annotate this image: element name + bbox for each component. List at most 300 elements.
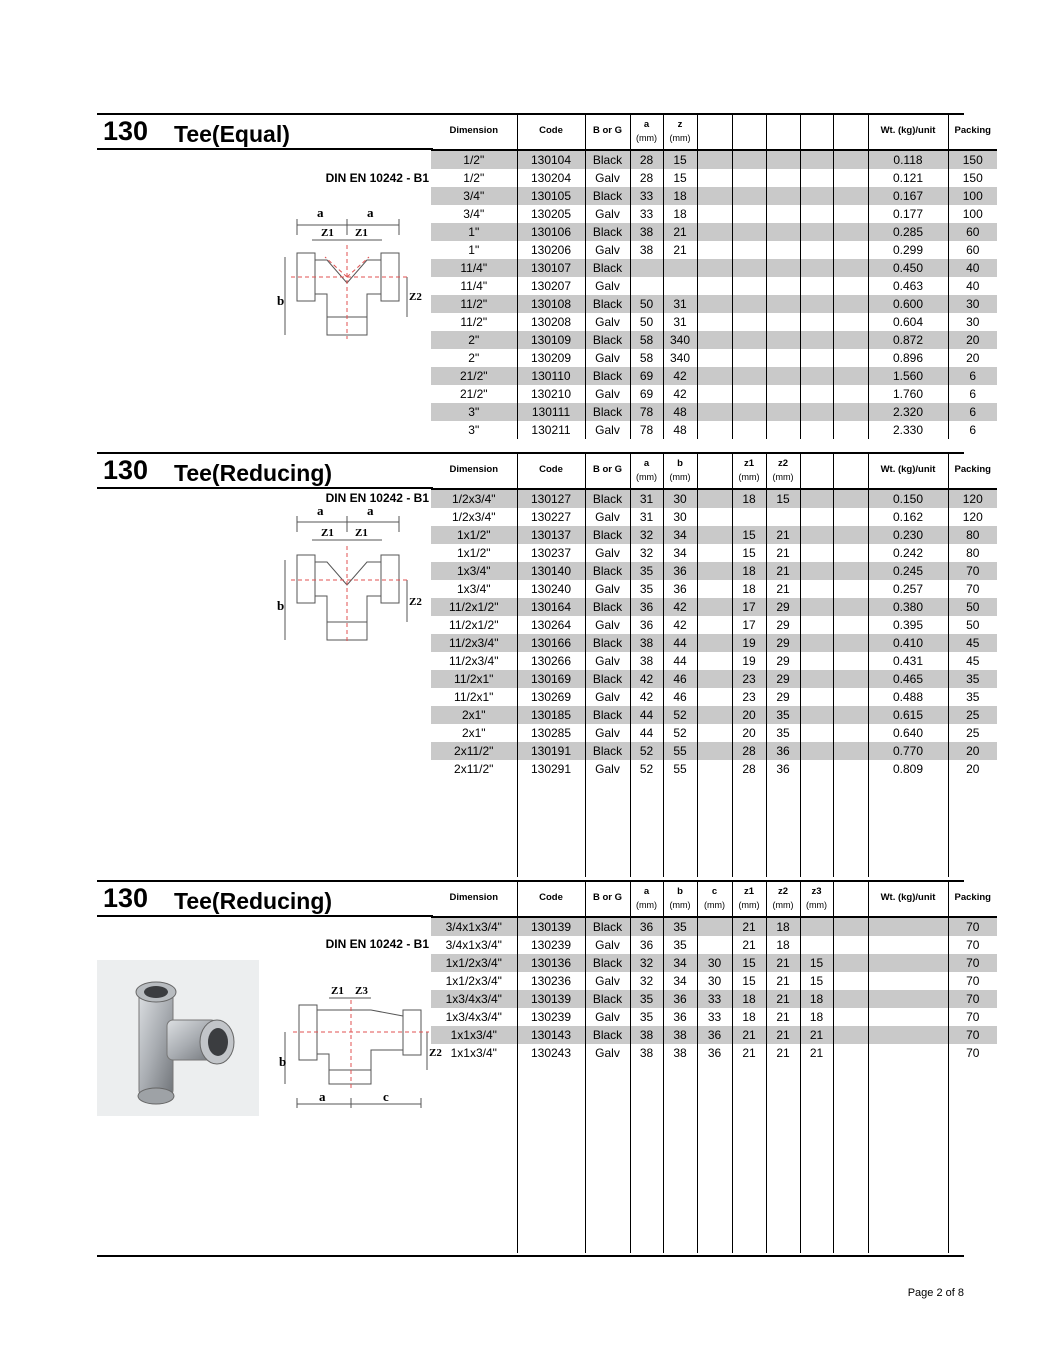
column-header-label: a bbox=[643, 118, 650, 130]
table-cell: 0.770 bbox=[868, 742, 948, 760]
table-cell bbox=[697, 223, 732, 241]
table-cell: 36 bbox=[663, 562, 697, 580]
column-header-label: a bbox=[643, 885, 650, 897]
table-cell bbox=[732, 421, 766, 439]
column-header-label: Wt. (kg)/unit bbox=[880, 125, 936, 136]
table-cell bbox=[697, 760, 732, 778]
table-cell: 48 bbox=[663, 421, 697, 439]
table-cell bbox=[833, 742, 868, 760]
table-cell: 52 bbox=[630, 742, 663, 760]
table-cell: 1x1x3/4" bbox=[431, 1026, 517, 1044]
table-spacer-cell bbox=[948, 1062, 997, 1253]
dim-a-label: a bbox=[319, 1089, 326, 1104]
table-cell: Black bbox=[585, 706, 630, 724]
table-cell: 130236 bbox=[517, 972, 585, 990]
table-cell: 20 bbox=[948, 349, 997, 367]
table-cell bbox=[800, 580, 833, 598]
table-cell: 29 bbox=[766, 634, 800, 652]
table-cell bbox=[697, 169, 732, 187]
section-tee-reducing-3way bbox=[97, 880, 991, 1255]
table-cell bbox=[697, 652, 732, 670]
table-cell: 0.604 bbox=[868, 313, 948, 331]
table-header-row bbox=[431, 452, 997, 489]
table-cell bbox=[833, 150, 868, 169]
table-cell: Galv bbox=[585, 580, 630, 598]
title-underline bbox=[97, 148, 433, 150]
table-cell: Black bbox=[585, 526, 630, 544]
table-cell bbox=[800, 349, 833, 367]
table-cell: 46 bbox=[663, 688, 697, 706]
table-cell: 40 bbox=[948, 259, 997, 277]
table-cell bbox=[697, 742, 732, 760]
table-cell bbox=[800, 616, 833, 634]
table-cell: 44 bbox=[663, 634, 697, 652]
table-cell: 20 bbox=[732, 706, 766, 724]
table-cell bbox=[732, 150, 766, 169]
table-cell bbox=[800, 169, 833, 187]
table-row bbox=[431, 562, 997, 580]
table-row bbox=[431, 313, 997, 331]
table-cell: 15 bbox=[766, 489, 800, 508]
column-header-label: Packing bbox=[954, 464, 991, 475]
column-header bbox=[585, 113, 630, 150]
column-header-label: Packing bbox=[954, 892, 991, 903]
table-cell: 1/2x3/4" bbox=[431, 489, 517, 508]
table-cell bbox=[697, 544, 732, 562]
table-cell: 33 bbox=[630, 187, 663, 205]
table-cell: Galv bbox=[585, 544, 630, 562]
table-cell: 120 bbox=[948, 508, 997, 526]
table-cell: 15 bbox=[732, 526, 766, 544]
table-row bbox=[431, 403, 997, 421]
table-cell bbox=[697, 598, 732, 616]
table-cell: 6 bbox=[948, 367, 997, 385]
table-cell bbox=[697, 706, 732, 724]
table-cell: 30 bbox=[948, 295, 997, 313]
table-spacer-cell bbox=[833, 1062, 868, 1253]
table-cell: 36 bbox=[663, 990, 697, 1008]
column-header bbox=[431, 452, 517, 489]
table-cell: 130239 bbox=[517, 936, 585, 954]
table-cell: 38 bbox=[630, 1044, 663, 1062]
table-spacer-cell bbox=[800, 778, 833, 877]
table-cell bbox=[833, 259, 868, 277]
table-cell: Black bbox=[585, 295, 630, 313]
table-cell: 80 bbox=[948, 526, 997, 544]
table-cell: 20 bbox=[732, 724, 766, 742]
table-cell bbox=[697, 205, 732, 223]
column-unit: (mm) bbox=[636, 471, 657, 482]
table-cell: 1x3/4x3/4" bbox=[431, 990, 517, 1008]
table-cell: 32 bbox=[630, 544, 663, 562]
table-row bbox=[431, 634, 997, 652]
section-number: 130 bbox=[103, 116, 149, 146]
table-row bbox=[431, 688, 997, 706]
table-cell bbox=[833, 277, 868, 295]
table-cell: Black bbox=[585, 331, 630, 349]
dim-a-label: a bbox=[367, 205, 374, 220]
table-cell: 25 bbox=[948, 724, 997, 742]
table-cell: 1x1/2x3/4" bbox=[431, 954, 517, 972]
column-header bbox=[732, 880, 766, 917]
table-spacer-cell bbox=[517, 778, 585, 877]
table-cell: 30 bbox=[697, 954, 732, 972]
table-cell bbox=[868, 954, 948, 972]
table-cell bbox=[663, 277, 697, 295]
table-row bbox=[431, 508, 997, 526]
table-cell: 2x1" bbox=[431, 706, 517, 724]
table-cell bbox=[800, 313, 833, 331]
table-cell: 38 bbox=[630, 1026, 663, 1044]
table-cell: 20 bbox=[948, 760, 997, 778]
table-row bbox=[431, 385, 997, 403]
table-cell bbox=[766, 187, 800, 205]
table-row bbox=[431, 724, 997, 742]
table-cell bbox=[833, 954, 868, 972]
table-cell: 52 bbox=[663, 724, 697, 742]
table-cell: 50 bbox=[630, 313, 663, 331]
column-header bbox=[800, 880, 833, 917]
table-cell bbox=[833, 385, 868, 403]
table-cell: 6 bbox=[948, 385, 997, 403]
table-cell: 1/2x3/4" bbox=[451, 510, 496, 524]
table-header-row bbox=[431, 113, 997, 150]
table-cell bbox=[766, 295, 800, 313]
table-spacer-cell bbox=[800, 1062, 833, 1253]
dim-a-label: a bbox=[367, 503, 374, 518]
table-cell bbox=[833, 403, 868, 421]
table-cell bbox=[833, 367, 868, 385]
table-cell: 50 bbox=[948, 616, 997, 634]
column-header bbox=[766, 113, 800, 150]
table-cell bbox=[833, 489, 868, 508]
table-cell: 1x1/2" bbox=[431, 526, 517, 544]
column-header bbox=[948, 113, 997, 150]
table-cell: 21 bbox=[732, 1026, 766, 1044]
dim-z2-label: Z2 bbox=[429, 1047, 442, 1059]
table-cell: 32 bbox=[630, 972, 663, 990]
table-cell bbox=[833, 421, 868, 439]
table-cell: 0.257 bbox=[868, 580, 948, 598]
table-cell: 3" bbox=[431, 403, 517, 421]
table-cell: 0.177 bbox=[868, 205, 948, 223]
column-header bbox=[630, 113, 663, 150]
table-cell bbox=[833, 508, 868, 526]
table-cell: Galv bbox=[585, 349, 630, 367]
table-cell: 6 bbox=[948, 403, 997, 421]
table-cell bbox=[766, 367, 800, 385]
table-cell: 42 bbox=[630, 688, 663, 706]
table-cell: 130140 bbox=[517, 562, 585, 580]
table-cell: 1.560 bbox=[868, 367, 948, 385]
column-header-label: Dimension bbox=[449, 125, 499, 136]
title-underline bbox=[97, 915, 433, 917]
table-cell: 21 bbox=[766, 562, 800, 580]
table-cell: 0.640 bbox=[868, 724, 948, 742]
section-number: 130 bbox=[103, 883, 149, 913]
table-cell: 31 bbox=[663, 295, 697, 313]
column-header bbox=[517, 452, 585, 489]
dim-c-label: c bbox=[383, 1089, 389, 1104]
table-cell bbox=[766, 349, 800, 367]
table-cell: Black bbox=[585, 670, 630, 688]
table-cell: 130204 bbox=[517, 169, 585, 187]
table-cell: 69 bbox=[630, 385, 663, 403]
table-cell: Black bbox=[585, 634, 630, 652]
table-cell: 2.330 bbox=[868, 421, 948, 439]
column-header-label: b bbox=[677, 885, 683, 897]
column-unit: (mm) bbox=[704, 899, 725, 910]
table-cell: 130143 bbox=[517, 1026, 585, 1044]
table-cell: 29 bbox=[766, 616, 800, 634]
table-row bbox=[431, 169, 997, 187]
table-cell: 19 bbox=[732, 634, 766, 652]
table-cell bbox=[766, 508, 800, 526]
table-cell: Galv bbox=[585, 688, 630, 706]
spec-table bbox=[431, 452, 997, 877]
table-cell: 36 bbox=[766, 760, 800, 778]
table-spacer-cell bbox=[663, 778, 697, 877]
dim-a-label: a bbox=[317, 205, 324, 220]
table-cell bbox=[697, 331, 732, 349]
page-number: Page 2 of 8 bbox=[907, 1287, 964, 1299]
table-cell: 38 bbox=[630, 241, 663, 259]
table-cell: 44 bbox=[630, 724, 663, 742]
table-cell bbox=[833, 724, 868, 742]
table-cell bbox=[800, 277, 833, 295]
column-header-label: B or G bbox=[592, 892, 623, 903]
spec-table bbox=[431, 113, 997, 439]
table-cell: 35 bbox=[663, 936, 697, 954]
table-cell bbox=[697, 688, 732, 706]
table-cell bbox=[800, 598, 833, 616]
table-cell bbox=[868, 1008, 948, 1026]
table-cell: 28 bbox=[630, 150, 663, 169]
table-cell bbox=[697, 489, 732, 508]
dim-z1-label: Z1 bbox=[321, 527, 334, 539]
table-cell: 30 bbox=[697, 972, 732, 990]
table-cell: 70 bbox=[948, 954, 997, 972]
table-cell bbox=[732, 277, 766, 295]
column-header bbox=[868, 113, 948, 150]
table-cell: 6 bbox=[948, 421, 997, 439]
column-header bbox=[868, 880, 948, 917]
table-row bbox=[431, 489, 997, 508]
table-cell: 33 bbox=[697, 990, 732, 1008]
table-row bbox=[431, 544, 997, 562]
table-cell: 11/2x1/2" bbox=[431, 598, 517, 616]
table-cell: 58 bbox=[630, 331, 663, 349]
table-cell: 70 bbox=[948, 972, 997, 990]
table-cell: 18 bbox=[732, 580, 766, 598]
table-cell: 21 bbox=[766, 526, 800, 544]
table-cell: 18 bbox=[732, 990, 766, 1008]
table-spacer-cell bbox=[431, 778, 517, 877]
table-spacer-cell bbox=[697, 778, 732, 877]
table-cell: 70 bbox=[948, 1008, 997, 1026]
table-spacer-cell bbox=[732, 1062, 766, 1253]
table-row bbox=[431, 331, 997, 349]
column-header-label: z1 bbox=[743, 457, 755, 469]
table-cell: 0.600 bbox=[868, 295, 948, 313]
table-cell: 21 bbox=[800, 1026, 833, 1044]
table-cell bbox=[732, 313, 766, 331]
column-unit: (mm) bbox=[772, 471, 794, 482]
table-cell: 130285 bbox=[517, 724, 585, 742]
table-cell bbox=[800, 205, 833, 223]
table-cell: 1/2" bbox=[463, 171, 485, 185]
table-cell: 78 bbox=[630, 403, 663, 421]
section-title: Tee(Reducing) bbox=[174, 460, 333, 486]
table-cell: 0.245 bbox=[868, 562, 948, 580]
table-cell: 58 bbox=[630, 349, 663, 367]
table-cell: 18 bbox=[663, 205, 697, 223]
table-cell: 0.488 bbox=[868, 688, 948, 706]
table-cell: 78 bbox=[630, 421, 663, 439]
table-cell bbox=[868, 990, 948, 1008]
table-cell: Black bbox=[585, 187, 630, 205]
table-cell: Galv bbox=[585, 277, 630, 295]
table-cell: 130240 bbox=[517, 580, 585, 598]
table-cell: 0.410 bbox=[868, 634, 948, 652]
table-cell bbox=[833, 562, 868, 580]
table-cell bbox=[833, 241, 868, 259]
table-cell: 17 bbox=[732, 616, 766, 634]
table-cell bbox=[697, 562, 732, 580]
table-cell bbox=[833, 917, 868, 936]
table-cell: 2" bbox=[431, 331, 517, 349]
table-cell: 2x1" bbox=[461, 726, 486, 740]
table-cell: 340 bbox=[663, 331, 697, 349]
table-cell: 11/2x1" bbox=[431, 670, 517, 688]
dim-z1-label: Z1 bbox=[331, 985, 344, 997]
table-row bbox=[431, 580, 997, 598]
table-row bbox=[431, 706, 997, 724]
table-cell: 18 bbox=[732, 1008, 766, 1026]
table-spacer-cell bbox=[517, 1062, 585, 1253]
table-cell: 36 bbox=[766, 742, 800, 760]
table-cell: 18 bbox=[766, 917, 800, 936]
table-cell: 1x3/4" bbox=[456, 582, 491, 596]
table-cell bbox=[766, 241, 800, 259]
table-cell: 130291 bbox=[517, 760, 585, 778]
table-cell bbox=[833, 936, 868, 954]
table-cell: 130191 bbox=[517, 742, 585, 760]
table-cell bbox=[800, 421, 833, 439]
table-row bbox=[431, 205, 997, 223]
din-standard: DIN EN 10242 - B1 bbox=[325, 937, 429, 951]
table-cell bbox=[732, 331, 766, 349]
column-unit: (mm) bbox=[738, 899, 760, 910]
table-row bbox=[431, 295, 997, 313]
table-cell: 0.615 bbox=[868, 706, 948, 724]
table-cell bbox=[697, 616, 732, 634]
dim-z3-label: Z3 bbox=[355, 985, 368, 997]
table-cell bbox=[833, 313, 868, 331]
column-header-label: Wt. (kg)/unit bbox=[880, 892, 936, 903]
table-cell bbox=[697, 580, 732, 598]
table-cell bbox=[833, 652, 868, 670]
table-cell bbox=[800, 706, 833, 724]
table-cell: 35 bbox=[948, 688, 997, 706]
table-cell: 44 bbox=[630, 706, 663, 724]
table-cell: 3/4x1x3/4" bbox=[445, 938, 502, 952]
table-header-row bbox=[431, 880, 997, 917]
table-cell: 30 bbox=[948, 313, 997, 331]
table-cell bbox=[766, 385, 800, 403]
column-header-label: z2 bbox=[777, 885, 789, 897]
table-cell: 38 bbox=[663, 1044, 697, 1062]
table-cell: 0.872 bbox=[868, 331, 948, 349]
tee-reducing-3way-diagram bbox=[279, 970, 442, 1110]
table-cell bbox=[697, 150, 732, 169]
table-cell: 130139 bbox=[517, 990, 585, 1008]
table-cell bbox=[697, 670, 732, 688]
table-cell bbox=[868, 1044, 948, 1062]
table-cell: 130205 bbox=[517, 205, 585, 223]
table-cell: 21/2" bbox=[431, 367, 517, 385]
table-cell: 11/2" bbox=[431, 295, 517, 313]
column-header bbox=[800, 113, 833, 150]
table-cell: 130227 bbox=[517, 508, 585, 526]
table-cell: 130211 bbox=[517, 421, 585, 439]
table-cell: 130137 bbox=[517, 526, 585, 544]
table-cell bbox=[800, 489, 833, 508]
page-bottom-rule bbox=[97, 1255, 964, 1257]
section-number: 130 bbox=[103, 455, 149, 485]
table-cell: 21 bbox=[766, 544, 800, 562]
table-cell: 130169 bbox=[517, 670, 585, 688]
table-cell: 0.395 bbox=[868, 616, 948, 634]
table-cell: 1" bbox=[468, 243, 480, 257]
table-cell bbox=[766, 277, 800, 295]
column-header-label: z bbox=[677, 118, 683, 130]
table-cell bbox=[800, 544, 833, 562]
table-cell: 31 bbox=[663, 313, 697, 331]
column-header bbox=[948, 452, 997, 489]
table-cell bbox=[766, 169, 800, 187]
table-cell: 30 bbox=[663, 508, 697, 526]
table-cell: 130210 bbox=[517, 385, 585, 403]
din-standard: DIN EN 10242 - B1 bbox=[325, 491, 429, 505]
table-cell: 38 bbox=[663, 1026, 697, 1044]
table-cell: 2.320 bbox=[868, 403, 948, 421]
dim-z1-label: Z1 bbox=[321, 227, 334, 239]
table-cell bbox=[766, 223, 800, 241]
table-cell: Black bbox=[585, 150, 630, 169]
table-cell: 36 bbox=[663, 1008, 697, 1026]
table-cell bbox=[800, 760, 833, 778]
table-cell bbox=[697, 349, 732, 367]
table-spacer-cell bbox=[833, 778, 868, 877]
table-cell: 0.150 bbox=[868, 489, 948, 508]
table-cell bbox=[833, 634, 868, 652]
table-cell: Galv bbox=[585, 1044, 630, 1062]
column-header bbox=[732, 113, 766, 150]
table-cell bbox=[697, 313, 732, 331]
table-spacer-cell bbox=[697, 1062, 732, 1253]
table-row bbox=[431, 367, 997, 385]
table-cell: 46 bbox=[663, 670, 697, 688]
column-unit: (mm) bbox=[738, 471, 760, 482]
table-cell: 21 bbox=[800, 1044, 833, 1062]
table-cell bbox=[800, 331, 833, 349]
table-cell: 35 bbox=[766, 724, 800, 742]
table-cell: 11/2" bbox=[460, 315, 488, 329]
table-cell: 36 bbox=[630, 936, 663, 954]
table-cell: 15 bbox=[732, 544, 766, 562]
table-cell: 21 bbox=[766, 972, 800, 990]
